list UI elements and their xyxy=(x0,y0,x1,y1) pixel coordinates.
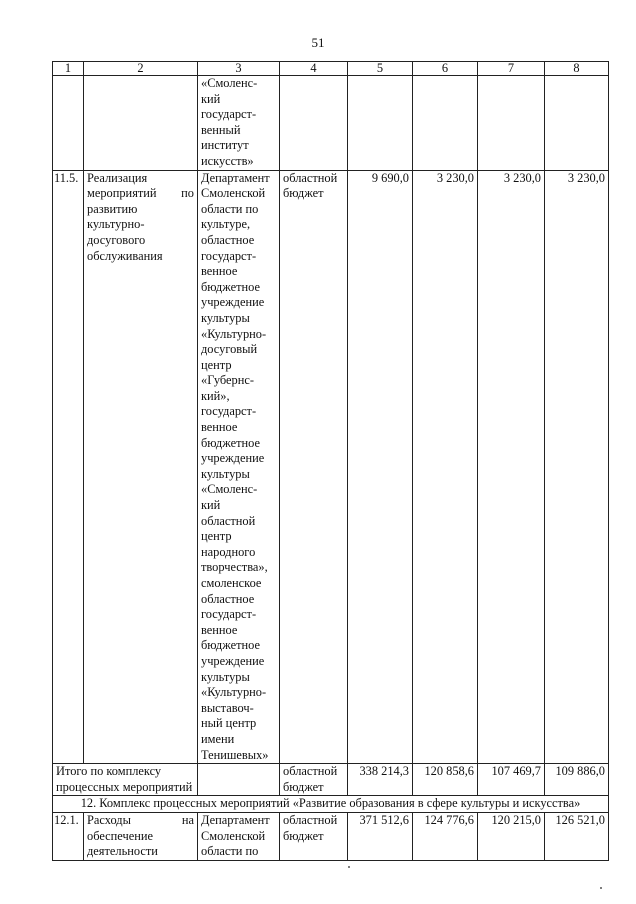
row-source xyxy=(280,76,348,171)
column-number: 6 xyxy=(413,62,478,76)
column-number: 3 xyxy=(198,62,280,76)
total-label: Итого по комплексу процессных мероприятий xyxy=(53,764,198,796)
row-year-1: 3 230,0 xyxy=(413,170,478,764)
row-source: областной бюджет xyxy=(280,812,348,860)
row-year-3: 126 521,0 xyxy=(545,812,609,860)
row-year-2 xyxy=(478,76,545,171)
page-number: 51 xyxy=(311,35,325,50)
table-row xyxy=(53,170,609,764)
total-sum: 338 214,3 xyxy=(348,764,413,796)
table-row xyxy=(53,812,609,860)
total-year-3: 109 886,0 xyxy=(545,764,609,796)
budget-table xyxy=(52,61,609,861)
row-name xyxy=(84,76,198,171)
row-source: областной бюджет xyxy=(280,170,348,764)
row-year-2: 120 215,0 xyxy=(478,812,545,860)
row-year-3: 3 230,0 xyxy=(545,170,609,764)
column-number: 5 xyxy=(348,62,413,76)
total-source: областной бюджет xyxy=(280,764,348,796)
total-row xyxy=(53,764,609,796)
scan-speck xyxy=(600,887,602,889)
row-year-1 xyxy=(413,76,478,171)
total-year-2: 107 469,7 xyxy=(478,764,545,796)
column-number: 4 xyxy=(280,62,348,76)
scan-speck xyxy=(348,866,350,868)
row-number: 11.5. xyxy=(53,170,84,764)
column-number-row xyxy=(53,62,609,76)
total-year-1: 120 858,6 xyxy=(413,764,478,796)
row-executor: Департамент Смоленской области по культуре, областное государст- венное бюджетное учреждение культуры «Культурно- досуговый центр «Губернс- кий», государст- венное бюджетное учреждение культуры «Смоленс- кий областной центр народного творчества», смоленское областное государст- венное бюджетное учреждение культуры «Культурно- выставоч- ный центр имени Тенишевых» xyxy=(198,170,280,764)
row-total: 371 512,6 xyxy=(348,812,413,860)
row-name: Расходы на обеспечение деятельности xyxy=(84,812,198,860)
row-executor: «Смоленс- кий государст- венный институт искусств» xyxy=(198,76,280,171)
column-number: 8 xyxy=(545,62,609,76)
row-year-3 xyxy=(545,76,609,171)
column-number: 2 xyxy=(84,62,198,76)
row-number: 12.1. xyxy=(53,812,84,860)
row-total: 9 690,0 xyxy=(348,170,413,764)
row-name: Реализация мероприятий по развитию культурно-досугового обслуживания xyxy=(84,170,198,764)
table-row xyxy=(53,76,609,171)
section-header-row xyxy=(53,796,609,813)
total-executor xyxy=(198,764,280,796)
row-number xyxy=(53,76,84,171)
section-header: 12. Комплекс процессных мероприятий «Развитие образования в сфере культуры и искусства» xyxy=(53,796,609,813)
column-number: 7 xyxy=(478,62,545,76)
row-total xyxy=(348,76,413,171)
row-year-1: 124 776,6 xyxy=(413,812,478,860)
row-year-2: 3 230,0 xyxy=(478,170,545,764)
column-number: 1 xyxy=(53,62,84,76)
row-executor: Департамент Смоленской области по xyxy=(198,812,280,860)
